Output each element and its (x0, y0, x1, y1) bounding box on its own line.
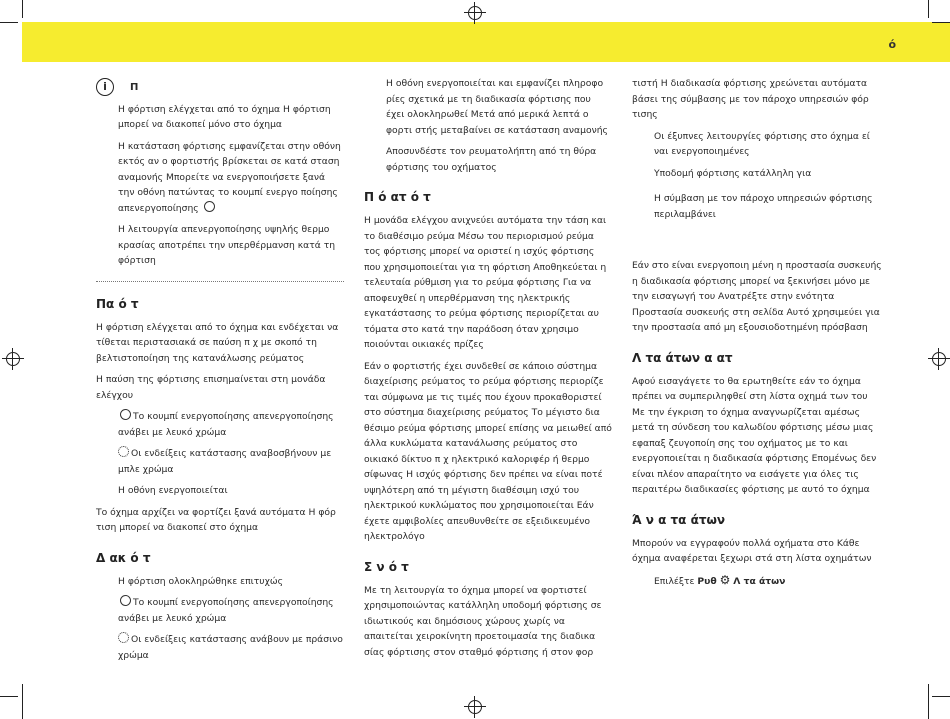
paragraph: Εάν στο είναι ενεργοποιη μένη η προστασία συσκευής η διαδικασία φόρτισης μπορεί να ξεκινήσει μόνο με την εισαγωγή του Ανατρέξτε στην ενότητα Προστασία συσκευής στη σελίδα Αυτό χρησιμεύει για την προστασία από μη εξουσιοδοτημένη πρόσβαση (632, 260, 882, 333)
crop-mark (932, 696, 950, 697)
crop-mark (928, 684, 929, 719)
column-1 (96, 80, 344, 669)
list-item: Υποδομή φόρτισης κατάλληλη για (654, 167, 812, 179)
list-item: Οι έξυπνες λειτουργίες φόρτισης στο όχημα εί ναι ενεργοποιημένες (654, 130, 870, 157)
info-note (96, 80, 344, 282)
note-line: Η κατάσταση φόρτισης εμφανίζεται στην οθόνη εκτός αν ο φορτιστής βρίσκεται σε κατά σταση αναμονής Μπορείτε να ενεργοποιήσετε ξανά την οθόνη πατώντας το κουμπί ενεργο ποίησης απενεργοποίησης (118, 140, 341, 214)
section-heading-manage-vehicles: Ά ν α τα άτων (632, 512, 726, 527)
list-item: Οι ενδείξεις κατάστασης ανάβουν με πράσινο χρώμα (118, 634, 343, 661)
column-2 (364, 76, 612, 666)
power-icon (120, 595, 131, 606)
info-icon: i (96, 78, 114, 96)
crop-mark (932, 22, 950, 23)
paragraph: Η παύση της φόρτισης επισημαίνεται στη μονάδα ελέγχου (96, 374, 326, 401)
section-heading-vehicle-list: Λ τα άτων α ατ (632, 350, 733, 365)
list-item: Η οθόνη ενεργοποιείται (118, 485, 228, 496)
list-item: Οι ενδείξεις κατάστασης αναβοσβήνουν με μπλε χρώμα (118, 448, 332, 475)
section-heading-end: Δ ακ ό τ (96, 550, 151, 565)
crop-mark (22, 684, 23, 719)
note-title: Π (130, 82, 139, 93)
crop-mark (0, 696, 18, 697)
status-led-icon (118, 632, 129, 643)
section-heading-plug-charge: Σ ν ό τ (364, 559, 409, 574)
power-icon (120, 409, 131, 420)
registration-mark-right (930, 350, 948, 368)
paragraph: Η φόρτιση ελέγχεται από το όχημα και ενδέχεται να τίθεται περιστασιακά σε παύση π χ με σκοπό τη βελτιστοποίηση της κατανάλωσης ρεύματος (96, 321, 339, 364)
step-item: Επιλέξτε Ρυθ ⚙ Λ τα άτων (654, 572, 786, 587)
status-led-icon (118, 446, 129, 457)
registration-mark-left (4, 350, 22, 368)
paragraph: Η οθόνη ενεργοποιείται και εμφανίζει πληροφο ρίες σχετικά με τη διαδικασία φόρτισης που έχει ολοκληρωθεί Μετά από μερικά λεπτά ο φορτι στής μεταβαίνει σε κατάσταση αναμονής (386, 78, 608, 136)
crop-mark (928, 0, 929, 18)
section-heading-current: Π ό ατ ό τ (364, 190, 431, 204)
power-icon (204, 201, 215, 212)
list-item: Το κουμπί ενεργοποίησης απενεργοποίησης ανάβει με λευκό χρώμα (118, 411, 334, 438)
list-item: Το κουμπί ενεργοποίησης απενεργοποίησης ανάβει με λευκό χρώμα (118, 597, 334, 624)
header-banner (22, 22, 950, 62)
settings-label: Ρυθ (697, 575, 717, 587)
paragraph: Αφού εισαγάγετε το θα ερωτηθείτε εάν το όχημα πρέπει να συμπεριληφθεί στη λίστα οχημά των του Με την έγκριση το όχημα αναγνωρίζεται αμέσως μετά τη σύνδεση του καλωδίου φόρτισης μέσω μιας εφαπαξ ζευγοποίη σης του οχήματος με το και ενεργοποιείται η διαδικασία φόρτισης Επομένως δεν είναι πλέον απαραίτητο να εισάγετε για όλες τις περαιτέρω διαδικασίες φόρτισης με αυτό το όχημα (632, 375, 877, 495)
paragraph: Η μονάδα ελέγχου ανιχνεύει αυτόματα την τάση και το διαθέσιμο ρεύμα Μέσω του περιορισμού ρεύμα τος φόρτισης μπορεί να οριστεί η ισχύς φόρτισης που χρησιμοποιείται για τη φόρτιση Αποθηκεύεται η τελευταία ρύθμιση για το ρεύμα φόρτισης Για να αποφευχθεί η υπερθέρμανση της ηλεκτρικής εγκατάστασης το ρεύμα φόρτισης περιορίζεται αυ τόματα στο κατά την παράδοση όταν χρησιμο ποιούνται οικιακές πρίζες (364, 215, 607, 350)
note-line: Η λειτουργία απενεργοποίησης υψηλής θερμο κρασίας αποτρέπει την υπερθέρμανση κατά τη φόρτιση (118, 224, 336, 266)
gear-icon: ⚙ (719, 572, 731, 587)
section-heading-pause: Πα ό τ (96, 296, 139, 311)
list-item: Η σύμβαση με τον πάροχο υπηρεσιών φόρτισης περιλαμβάνει (654, 193, 873, 220)
paragraph: Εάν ο φορτιστής έχει συνδεθεί σε κάποιο σύστημα διαχείρισης ρεύματος το ρεύμα φόρτισης περιορίζε ται σύμφωνα με τις τιμές που έχουν προκαθοριστεί στο σύστημα διαχείρισης ρεύματος Το μέγιστο δια θέσιμο ρεύμα φόρτισης μπορεί επίσης να μειωθεί από άλλα κυκλώματα κατανάλωσης ρεύματος στο οικιακό δίκτυο π χ ηλεκτρικό καλοριφέρ ή θερμο σίφωνας Η ισχύς φόρτισης δεν πρέπει να είναι ποτέ υψηλότερη από τη μέγιστη διαθέσιμη ισχύ του ηλεκτρικού κυκλώματος που χρησιμοποιείται Εάν έχετε αμφιβολίες απευθυνθείτε σε εξειδικευμένο ηλεκτρολόγο (364, 360, 612, 542)
list-item: Η φόρτιση ολοκληρώθηκε επιτυχώς (118, 575, 284, 587)
column-3 (632, 76, 882, 595)
crop-mark (22, 0, 23, 18)
registration-mark-top (466, 4, 484, 22)
vehicle-list-label: Λ τα άτων (733, 575, 786, 587)
paragraph: Με τη λειτουργία το όχημα μπορεί να φορτιστεί χρησιμοποιώντας κατάλληλη υποδομή φόρτισης σε ιδιωτικούς και δημόσιους χώρους χωρίς να απαιτείται χειροκίνητη προετοιμασία της διαδικα σίας φόρτισης στον σταθμό φόρτισης ή στον φορ (364, 584, 602, 658)
registration-mark-bottom (466, 698, 484, 716)
paragraph: τιστή Η διαδικασία φόρτισης χρεώνεται αυτόματα βάσει της σύμβασης με τον πάροχο υπηρεσιών φόρ τισης (632, 78, 869, 120)
banner-mark: ό (888, 38, 896, 51)
crop-mark (0, 22, 18, 23)
note-line: Η φόρτιση ελέγχεται από το όχημα Η φόρτιση μπορεί να διακοπεί μόνο στο όχημα (118, 103, 331, 130)
paragraph: Το όχημα αρχίζει να φορτίζει ξανά αυτόματα Η φόρ τιση μπορεί να διακοπεί στο όχημα (96, 506, 336, 533)
paragraph: Αποσυνδέστε τον ρευματολήπτη από τη θύρα φόρτισης του οχήματος (386, 146, 597, 173)
paragraph: Μπορούν να εγγραφούν πολλά οχήματα στο Κάθε όχημα αναφέρεται ξεχωρι στά στη λίστα οχημάτων (632, 537, 872, 564)
